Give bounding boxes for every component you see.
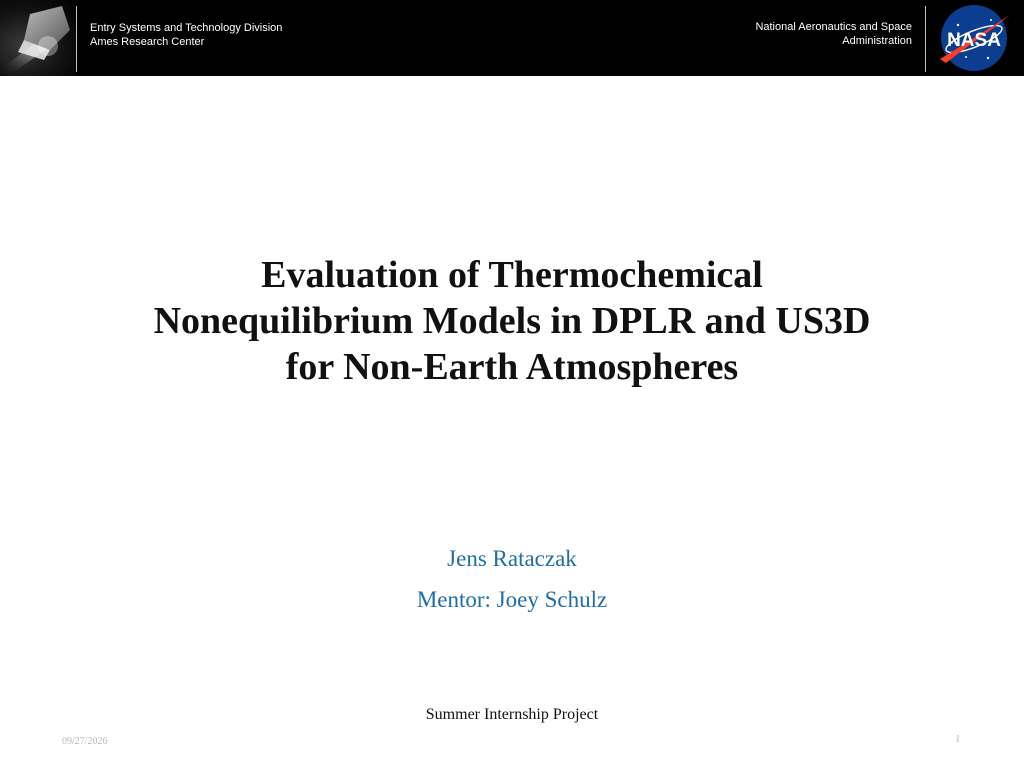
slide-page-number: 1 [955, 733, 961, 745]
project-label: Summer Internship Project [425, 706, 599, 723]
mentor-name: Mentor: Joey Schulz [416, 587, 608, 612]
title-line-3: for Non-Earth Atmospheres [285, 346, 739, 388]
author-name: Jens Rataczak [447, 546, 577, 571]
division-line-1: Entry Systems and Technology Division [90, 22, 283, 34]
nasa-logo [936, 3, 1012, 78]
slide-header [0, 0, 1024, 76]
division-name [90, 21, 282, 49]
slide-title [60, 252, 964, 390]
agency-line-1: National Aeronautics and Space [755, 21, 912, 33]
agency-line-2: Administration [842, 35, 912, 47]
header-divider-right [925, 6, 926, 72]
agency-name [755, 20, 912, 48]
entry-capsule-image [0, 0, 76, 76]
title-line-1: Evaluation of Thermochemical [261, 254, 763, 296]
slide-date: 09/27/2026 [62, 736, 108, 747]
nasa-logo-text: NASA [947, 30, 1001, 51]
header-divider-left [76, 6, 77, 72]
division-line-2: Ames Research Center [90, 36, 205, 48]
title-line-2: Nonequilibrium Models in DPLR and US3D [153, 300, 871, 342]
